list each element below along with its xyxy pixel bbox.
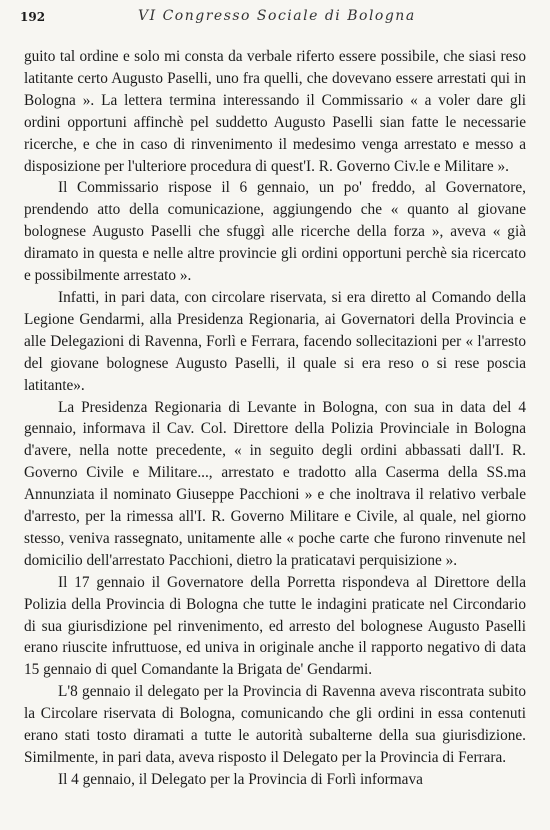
- paragraph-presidenza: La Presidenza Regionaria di Levante in Bologna, con sua in data del 4 gennaio, informava il Cav. Col. Direttore della Polizia Provinciale in Bologna d'avere, nella notte precedente, « in seguito degli ordini abbassati dall'I. R. Governo Civile e Militare..., arrestato e tradotto alla Caserma della SS.ma Annunziata il nominato Giuseppe Pacchioni » e che inoltrava il relativo verbale d'arresto, per la rimessa all'I. R. Governo Militare e Civile, al quale, nel giorno stesso, veniva rassegnato, unitamente alle « poche carte che furono rinvenute nel domicilio dell'arrestato Pacchioni, dietro la praticatavi perquisizione ».: [24, 398, 526, 569]
- paragraph-porretta: Il 17 gennaio il Governatore della Porretta rispondeva al Direttore della Polizia della Provincia di Bologna che tutte le indagini praticate nel Circondario di sua giurisdizione pel rinvenimento, ed arresto del bolognese Augusto Paselli erano riuscite infruttuose, ed univa in originale anche il rapporto negativo di data 15 gennaio di quel Comandante la Brigata de' Gendarmi.: [24, 573, 526, 679]
- page-number: 192: [20, 10, 46, 24]
- paragraph-forli: Il 4 gennaio, il Delegato per la Provincia di Forlì informava: [58, 770, 423, 788]
- page-header: [20, 8, 532, 28]
- running-title: VI Congresso Sociale di Bologna: [138, 8, 416, 24]
- paragraph-commissario: Il Commissario rispose il 6 gennaio, un po' freddo, al Governatore, prendendo atto della comunicazione, aggiungendo che « quanto al giovane bolognese Augusto Paselli che sfuggì alle ricerche della forza », aveva « già diramato in questa e nelle altre provincie gli ordini opportuni perchè sia ricercato e possibilmente arrestato ».: [24, 179, 526, 285]
- page-body: [24, 46, 526, 791]
- paragraph-ravenna: L'8 gennaio il delegato per la Provincia di Ravenna aveva riscontrata subito la Circolare riservata di Bologna, comunicando che gli ordini in essa contenuti erano stati tosto diramati a tutte le autorità subalterne della sua giurisdizione. Similmente, in pari data, aveva risposto il Delegato per la Provincia di Ferrara.: [24, 683, 526, 766]
- paragraph-continuation: guito tal ordine e solo mi consta da verbale riferto essere possibile, che siasi reso latitante certo Augusto Paselli, uno fra quelli, che dovevano essere arrestati qui in Bologna ». La lettera termina interessando il Commissario « a voler dare gli ordini opportuni affinchè pel suddetto Augusto Paselli sian fatte le necessarie ricerche, e che in caso di rinvenimento il medesimo venga arrestato e messo a disposizione per l'ulteriore procedura di quest'I. R. Governo Civ.le e Militare ».: [24, 48, 526, 175]
- paragraph-circolare: Infatti, in pari data, con circolare riservata, si era diretto al Comando della Legione Gendarmi, alla Presidenza Regionaria, ai Governatori della Provincia e alle Delegazioni di Ravenna, Forlì e Ferrara, facendo sollecitazioni per « l'arresto del giovane bolognese Augusto Paselli, il quale si era reso o si rese poscia latitante».: [24, 288, 526, 394]
